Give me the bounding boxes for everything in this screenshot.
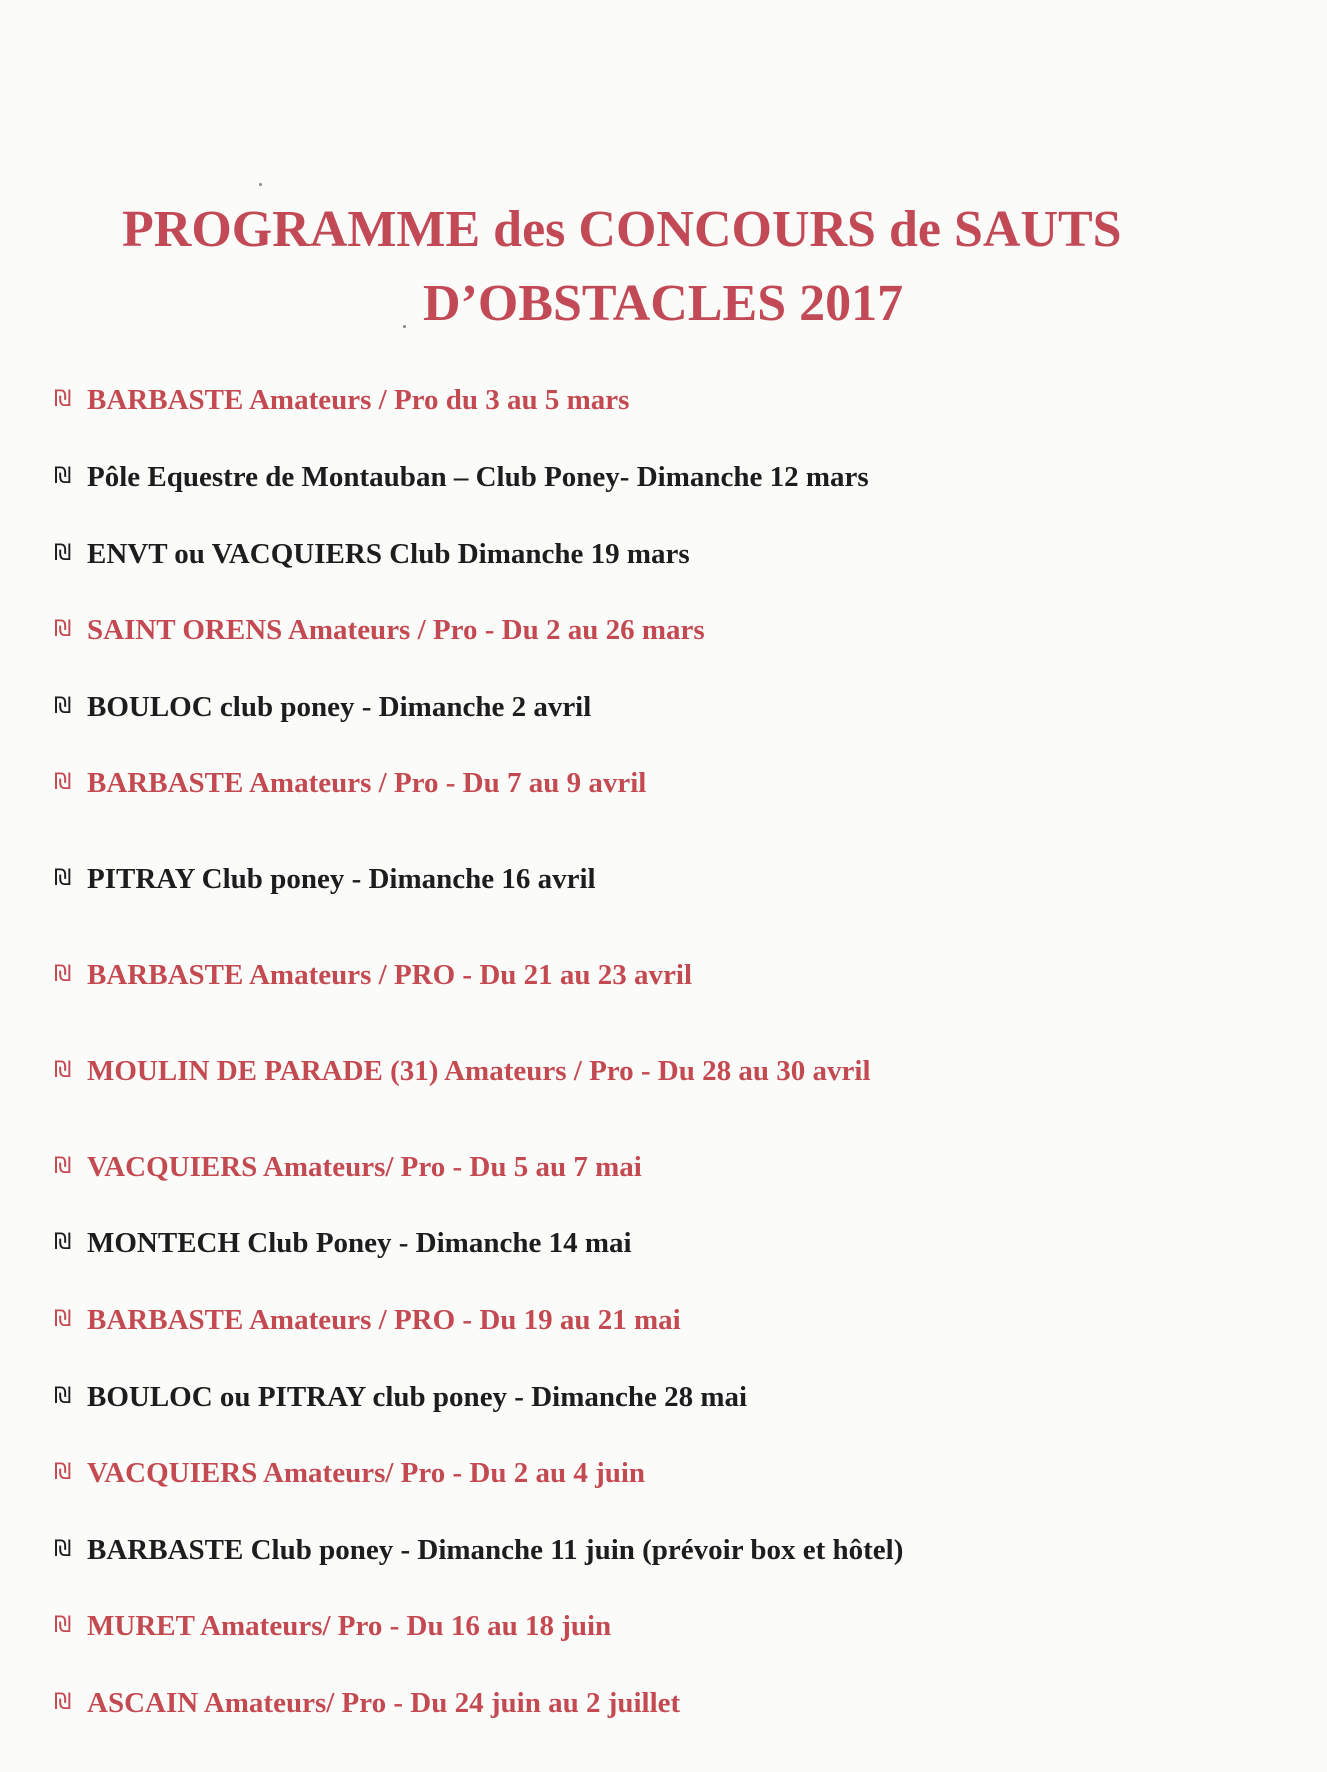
event-text: BARBASTE Club poney - Dimanche 11 juin (prévoir box et hôtel) [87, 1534, 904, 1566]
event-text: MONTECH Club Poney - Dimanche 14 mai [87, 1227, 632, 1259]
event-text: MURET Amateurs/ Pro - Du 16 au 18 juin [87, 1610, 612, 1642]
event-text: BOULOC ou PITRAY club poney - Dimanche 28 mai [87, 1381, 748, 1413]
event-text: PITRAY Club poney - Dimanche 16 avril [87, 863, 596, 895]
scan-speck [403, 325, 406, 328]
bullet-icon: ₪ [54, 962, 72, 987]
bullet-icon: ₪ [54, 387, 72, 412]
bullet-icon: ₪ [54, 1613, 72, 1638]
bullet-icon: ₪ [54, 1307, 72, 1332]
event-item [54, 1683, 680, 1723]
bullet-icon: ₪ [54, 617, 72, 642]
page-title-line-2: D’OBSTACLES 2017 [423, 275, 904, 332]
event-text: BARBASTE Amateurs / PRO - Du 21 au 23 avril [87, 959, 693, 991]
bullet-icon: ₪ [54, 1230, 72, 1255]
event-item [54, 1530, 903, 1570]
bullet-icon: ₪ [54, 866, 72, 891]
event-item [54, 1606, 611, 1646]
event-item [54, 1147, 642, 1187]
event-item [54, 687, 591, 727]
event-text: BARBASTE Amateurs / Pro - Du 7 au 9 avril [87, 767, 647, 799]
event-text: MOULIN DE PARADE (31) Amateurs / Pro - Du 28 au 30 avril [87, 1055, 871, 1087]
event-text: SAINT ORENS Amateurs / Pro - Du 2 au 26 mars [87, 614, 705, 646]
event-text: VACQUIERS Amateurs/ Pro - Du 5 au 7 mai [87, 1151, 642, 1183]
bullet-icon: ₪ [54, 694, 72, 719]
event-text: VACQUIERS Amateurs/ Pro - Du 2 au 4 juin [87, 1457, 646, 1489]
event-item [54, 534, 690, 574]
bullet-icon: ₪ [54, 1154, 72, 1179]
page-title-line-1: PROGRAMME des CONCOURS de SAUTS [122, 201, 1122, 258]
bullet-icon: ₪ [54, 1690, 72, 1715]
event-text: Pôle Equestre de Montauban – Club Poney- Dimanche 12 mars [87, 461, 869, 493]
event-item [54, 380, 629, 420]
bullet-icon: ₪ [54, 464, 72, 489]
event-text: ASCAIN Amateurs/ Pro - Du 24 juin au 2 juillet [87, 1687, 681, 1719]
bullet-icon: ₪ [54, 770, 72, 795]
bullet-icon: ₪ [54, 1460, 72, 1485]
event-item [54, 1051, 871, 1091]
event-item [54, 859, 596, 899]
event-item [54, 955, 692, 995]
event-text: ENVT ou VACQUIERS Club Dimanche 19 mars [87, 538, 690, 570]
bullet-icon: ₪ [54, 1058, 72, 1083]
event-text: BOULOC club poney - Dimanche 2 avril [87, 691, 592, 723]
event-item [54, 1300, 681, 1340]
event-text: BARBASTE Amateurs / Pro du 3 au 5 mars [87, 384, 630, 416]
event-item [54, 1223, 632, 1263]
event-item [54, 1377, 747, 1417]
event-item [54, 610, 705, 650]
bullet-icon: ₪ [54, 1537, 72, 1562]
scan-speck [259, 183, 262, 186]
event-item [54, 763, 646, 803]
event-item [54, 1453, 645, 1493]
event-item [54, 457, 869, 497]
bullet-icon: ₪ [54, 541, 72, 566]
bullet-icon: ₪ [54, 1384, 72, 1409]
event-text: BARBASTE Amateurs / PRO - Du 19 au 21 mai [87, 1304, 681, 1336]
